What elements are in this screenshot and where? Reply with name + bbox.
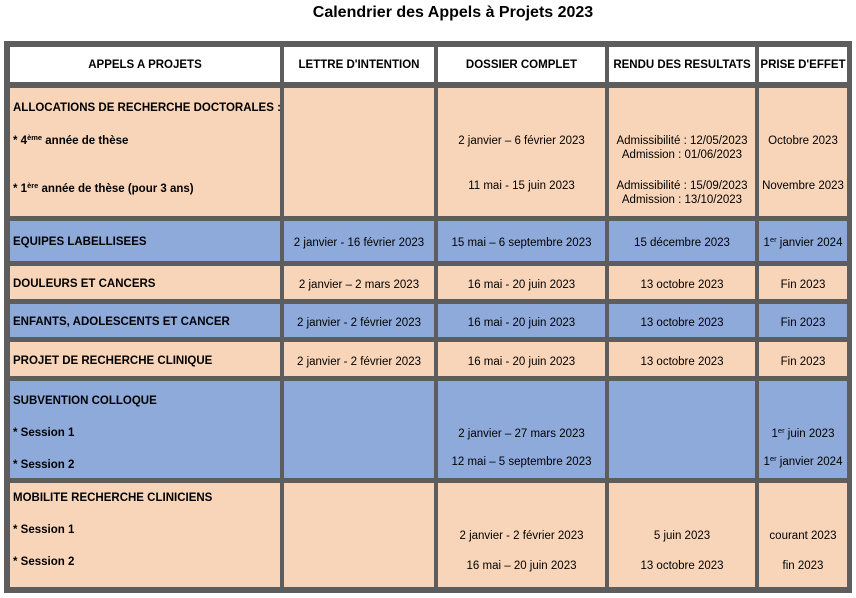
equipes-lettre-cell — [284, 221, 434, 261]
allocations-dossier-1: 2 janvier – 6 février 2023 — [458, 135, 585, 147]
projet-rendu-cell — [609, 342, 755, 376]
douleurs-effet-cell — [759, 266, 847, 299]
mobilite-rendu-cell — [609, 483, 755, 587]
allocations-title: ALLOCATIONS DE RECHERCHE DOCTORALES : — [13, 102, 281, 114]
allocations-rendu-cell — [609, 88, 755, 216]
page-title: Calendrier des Appels à Projets 2023 — [312, 4, 594, 21]
allocations-item-1ere: * 1ère année de thèse (pour 3 ans) — [13, 181, 194, 195]
allocations-name-cell — [10, 88, 280, 216]
projet-lettre-cell — [284, 342, 434, 376]
equipes-rendu: 15 décembre 2023 — [634, 237, 730, 249]
allocations-dossier-2: 11 mai - 15 juin 2023 — [468, 180, 575, 192]
allocations-item-4eme: * 4ème année de thèse — [13, 133, 129, 147]
douleurs-title: DOULEURS ET CANCERS — [13, 278, 156, 290]
enfants-dossier-cell — [438, 304, 605, 337]
projet-name-cell — [10, 342, 280, 376]
enfants-effet: Fin 2023 — [780, 317, 826, 329]
allocations-rendu-2a: Admissibilité : 15/09/2023 — [616, 180, 748, 192]
mobilite-effet-cell — [759, 483, 847, 587]
header-rendu: RENDU DES RESULTATS — [609, 47, 755, 82]
projet-effet: Fin 2023 — [780, 356, 826, 368]
header-dossier: DOSSIER COMPLET — [438, 47, 605, 82]
douleurs-dossier-cell — [438, 266, 605, 299]
allocations-dossier-cell — [438, 88, 605, 216]
subvention-title: SUBVENTION COLLOQUE — [13, 395, 157, 407]
allocations-effet-cell — [759, 88, 847, 216]
projet-lettre: 2 janvier - 2 février 2023 — [296, 356, 421, 368]
subvention-effet-1: 1er juin 2023 — [771, 426, 835, 440]
enfants-rendu: 13 octobre 2023 — [640, 317, 724, 329]
subvention-dossier-2: 12 mai – 5 septembre 2023 — [451, 456, 592, 468]
projet-dossier-cell — [438, 342, 605, 376]
mobilite-effet-1: courant 2023 — [769, 530, 837, 542]
allocations-lettre-cell — [284, 88, 434, 216]
subvention-session-2: * Session 2 — [13, 459, 75, 471]
douleurs-rendu-cell — [609, 266, 755, 299]
header-appels: APPELS A PROJETS — [10, 47, 280, 82]
enfants-dossier: 16 mai - 20 juin 2023 — [467, 317, 576, 329]
equipes-name-cell — [10, 221, 280, 261]
mobilite-name-cell — [10, 483, 280, 587]
projet-dossier: 16 mai - 20 juin 2023 — [467, 356, 576, 368]
equipes-lettre: 2 janvier - 16 février 2023 — [293, 237, 425, 249]
mobilite-effet-2: fin 2023 — [782, 560, 824, 572]
subvention-effet-2: 1er janvier 2024 — [763, 454, 843, 468]
mobilite-session-1: * Session 1 — [13, 524, 75, 536]
douleurs-effet: Fin 2023 — [780, 279, 826, 291]
douleurs-lettre: 2 janvier – 2 mars 2023 — [298, 279, 420, 291]
subvention-effet-cell — [759, 381, 847, 478]
enfants-effet-cell — [759, 304, 847, 337]
allocations-rendu-1b: Admission : 01/06/2023 — [621, 149, 743, 161]
projet-rendu: 13 octobre 2023 — [640, 356, 724, 368]
subvention-session-1: * Session 1 — [13, 427, 75, 439]
projet-effet-cell — [759, 342, 847, 376]
douleurs-lettre-cell — [284, 266, 434, 299]
header-effet: PRISE D'EFFET — [759, 47, 847, 82]
douleurs-rendu: 13 octobre 2023 — [640, 279, 724, 291]
subvention-rendu-cell — [609, 381, 755, 478]
douleurs-name-cell — [10, 266, 280, 299]
mobilite-title: MOBILITE RECHERCHE CLINICIENS — [13, 492, 213, 504]
allocations-effet-1: Octobre 2023 — [768, 135, 838, 147]
allocations-rendu-1a: Admissibilité : 12/05/2023 — [616, 135, 748, 147]
mobilite-session-2: * Session 2 — [13, 556, 75, 568]
equipes-effet: 1er janvier 2024 — [763, 235, 843, 249]
subvention-dossier-1: 2 janvier – 27 mars 2023 — [458, 428, 585, 440]
subvention-dossier-cell — [438, 381, 605, 478]
mobilite-rendu-2: 13 octobre 2023 — [640, 560, 724, 572]
projet-title: PROJET DE RECHERCHE CLINIQUE — [13, 355, 213, 367]
enfants-rendu-cell — [609, 304, 755, 337]
subvention-name-cell — [10, 381, 280, 478]
equipes-dossier-cell — [438, 221, 605, 261]
douleurs-dossier: 16 mai - 20 juin 2023 — [467, 279, 576, 291]
equipes-effet-cell — [759, 221, 847, 261]
allocations-rendu-2b: Admission : 13/10/2023 — [621, 194, 743, 206]
equipes-rendu-cell — [609, 221, 755, 261]
mobilite-dossier-2: 16 mai – 20 juin 2023 — [466, 560, 577, 572]
equipes-dossier: 15 mai – 6 septembre 2023 — [451, 237, 592, 249]
subvention-lettre-cell — [284, 381, 434, 478]
calendar-table — [4, 41, 852, 593]
enfants-name-cell — [10, 304, 280, 337]
mobilite-dossier-1: 2 janvier - 2 février 2023 — [459, 530, 584, 542]
enfants-title: ENFANTS, ADOLESCENTS ET CANCER — [13, 316, 230, 328]
enfants-lettre-cell — [284, 304, 434, 337]
header-lettre: LETTRE D'INTENTION — [284, 47, 434, 82]
allocations-effet-2: Novembre 2023 — [762, 180, 844, 192]
enfants-lettre: 2 janvier - 2 février 2023 — [296, 317, 421, 329]
equipes-title: EQUIPES LABELLISEES — [13, 236, 147, 248]
mobilite-rendu-1: 5 juin 2023 — [653, 530, 711, 542]
mobilite-lettre-cell — [284, 483, 434, 587]
mobilite-dossier-cell — [438, 483, 605, 587]
